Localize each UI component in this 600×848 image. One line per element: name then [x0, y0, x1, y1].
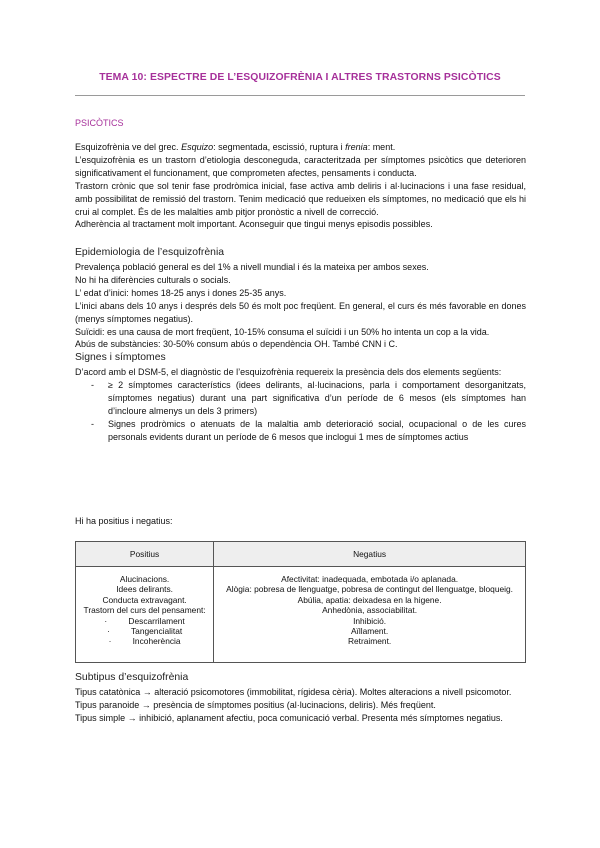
epidemiology-line: Prevalença població general es del 1% a nivell mundial i és la mateixa per ambos sexes. — [75, 262, 429, 272]
subtypes-heading: Subtipus d’esquizofrènia — [75, 672, 189, 683]
subtypes-block — [75, 686, 526, 725]
symptoms-table — [75, 541, 526, 663]
table-item: Conducta extravagant. — [102, 594, 187, 605]
table-item: Alucinacions. — [119, 574, 170, 584]
table-header-negative: Negatius — [214, 542, 526, 567]
table-item: Inhibició. — [353, 615, 387, 626]
intro-paragraph-course: Trastorn crònic que sol tenir fase prodròmica inicial, fase activa amb deliris i al·lucinacions i una fase residual, amb possibilitat de remissió del trastorn. Tenim medicació que redueixen els símptomes, no medicació que els hi crui al complet. És de les malalties amb pitjor pronòstic a nivell de correcció. — [75, 180, 526, 217]
epidemiology-heading: Epidemiologia de l’esquizofrènia — [75, 247, 225, 258]
table-item: Idees delirants. — [116, 584, 173, 595]
epidemiology-line: Suïcidi: es una causa de mort freqüent, 10-15% consuma el suïcidi i un 50% ho intenta un cop a la vida. — [75, 326, 490, 337]
epidemiology-line: L’ edat d’inici: homes 18-25 anys i dones 25-35 anys. — [75, 287, 287, 298]
list-item: - Signes prodròmics o atenuats de la malaltia amb deterioració social, ocupacional o de les cures personals evidents durant un període de 6 mesos que inclogui 1 mes de símptomes actius — [91, 418, 526, 442]
epidemiology-line: L’inici abans dels 10 anys i després dels 50 és molt poc freqüent. En general, el curs és més favorable en dones (menys símptomes negatius). — [75, 300, 526, 324]
intro-paragraph-etymology: Esquizofrènia ve del grec. Esquizo: segmentada, escissió, ruptura i frenia: ment. — [75, 142, 396, 152]
epidemiology-block — [75, 261, 526, 351]
table-item: Afectivitat: inadequada, embotada i/o aplanada. — [281, 574, 459, 584]
table-item: Abúlia, apatia: deixadesa en la higene. — [297, 594, 442, 605]
negative-symptoms-cell — [214, 567, 526, 663]
table-subitem: · Tangencialitat — [106, 626, 183, 637]
positive-symptoms-cell — [76, 567, 214, 663]
signs-outro: Hi ha positius i negatius: — [75, 516, 173, 526]
signs-block — [75, 366, 526, 443]
list-item: - ≥ 2 símptomes característics (idees delirants, al·lucinacions, parla i comportament desorganitzats, símptomes negatius) durant una part significativa d’un període de 6 mesos (els símptomes han d’incloure almenys un dels 3 primers) — [91, 379, 526, 416]
table-item: Trastorn del curs del pensament: — [83, 605, 206, 616]
subtype-line: Tipus paranoide → presència de símptomes positius (al·lucinacions, deliris). Més freqüent. — [75, 699, 436, 710]
section-heading: PSICÒTICS — [75, 118, 124, 128]
title-divider — [75, 95, 525, 96]
signs-list — [75, 379, 526, 444]
table-subitem: · Descarrilament — [104, 615, 185, 626]
intro-paragraph-definition: L’esquizofrènia es un trastorn d’etiologia desconeguda, caracteritzada per símptomes psicòtics que deterioren significativament el funcionament, que comprometen afectes, pensaments i conducta. — [75, 154, 526, 178]
epidemiology-line: No hi ha diferències culturals o socials. — [75, 274, 231, 285]
table-subitem: · Incoherència — [108, 636, 181, 647]
signs-heading: Signes i símptomes — [75, 352, 166, 363]
table-item: Aïllament. — [350, 626, 389, 637]
table-item: Anhedònia, associabilitat. — [322, 605, 418, 616]
intro-paragraph-adherence: Adherència al tractament molt important. Aconseguir que tingui menys episodis possibles. — [75, 219, 433, 230]
signs-intro: D’acord amb el DSM-5, el diagnòstic de l’esquizofrènia requereix la presència dels dos elements següents: — [75, 367, 502, 377]
subtype-line: Tipus simple → inhibició, aplanament afectiu, poca comunicació verbal. Presenta més símptomes negatius. — [75, 712, 503, 723]
subtype-line: Tipus catatònica → alteració psicomotores (immobilitat, rígidesa cèria). Moltes alteracions a nivell psicomotor. — [75, 687, 512, 697]
dash-bullet: - — [91, 379, 94, 390]
table-header-positive: Positius — [76, 542, 214, 567]
epidemiology-line: Abús de substàncies: 30-50% consum abús o dependència OH. També CNN i C. — [75, 339, 398, 350]
table-item: Alògia: pobresa de llenguatge, pobresa de contingut del llenguatge, bloqueig. — [226, 584, 514, 595]
dash-bullet: - — [91, 418, 94, 429]
table-item: Retraiment. — [347, 636, 392, 647]
page-title: TEMA 10: ESPECTRE DE L’ESQUIZOFRÈNIA I ALTRES TRASTORNS PSICÒTICS — [99, 72, 501, 83]
intro-block — [75, 141, 526, 231]
